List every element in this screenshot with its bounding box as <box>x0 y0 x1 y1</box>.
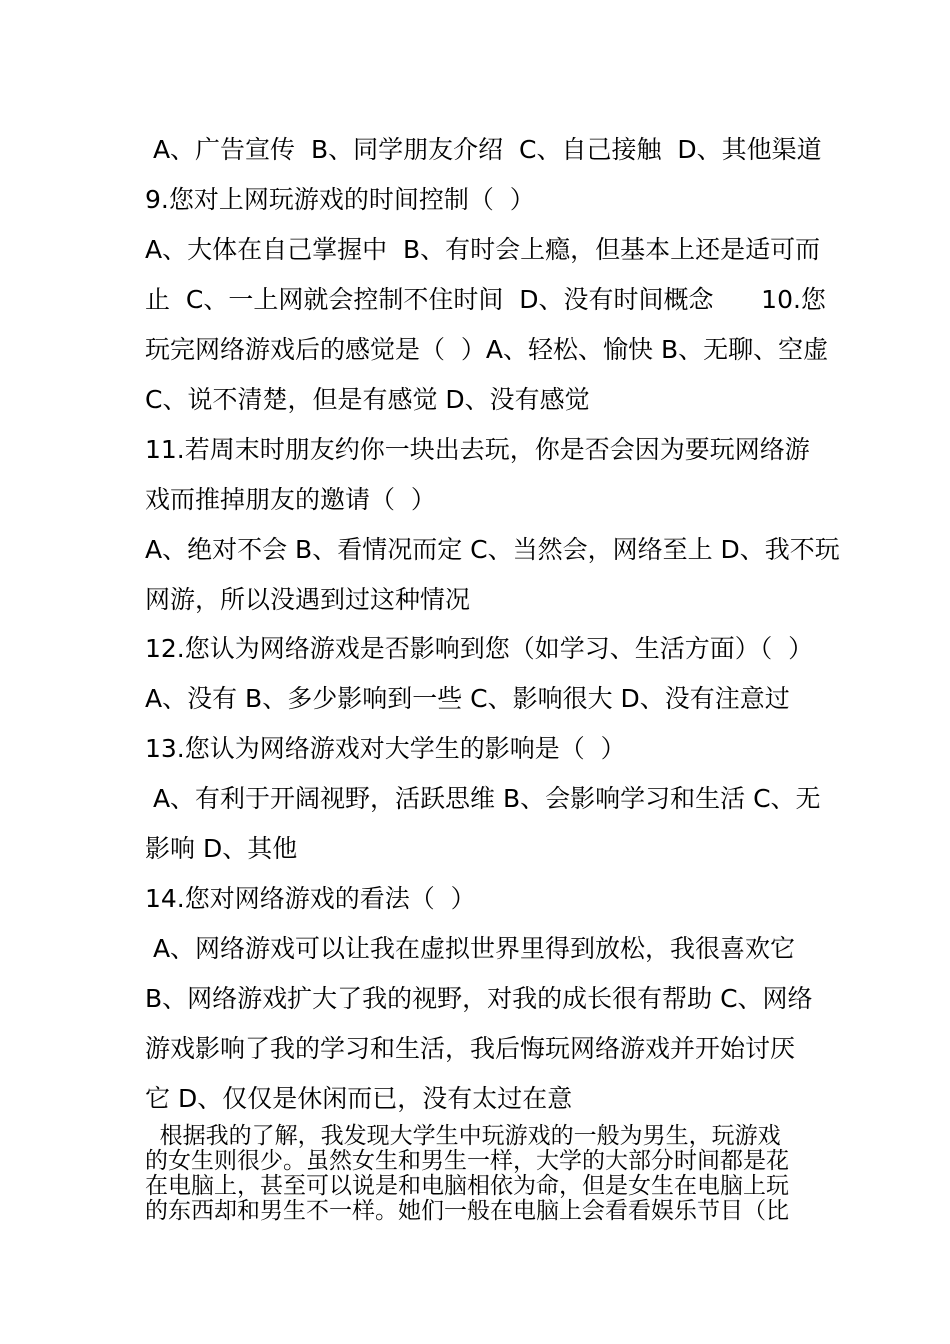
paragraph-line: 根据我的了解，我发现大学生中玩游戏的一般为男生，玩游戏 <box>145 1123 781 1149</box>
question-14: 14.您对网络游戏的看法（ ） <box>145 884 476 913</box>
question-9: 9.您对上网玩游戏的时间控制（ ） <box>145 185 535 214</box>
text-line: 止 C、一上网就会控制不住时间 D、没有时间概念 10.您 <box>145 285 826 314</box>
question-12: 12.您认为网络游戏是否影响到您（如学习、生活方面）（ ） <box>145 634 814 663</box>
text-line: A、网络游戏可以让我在虚拟世界里得到放松，我很喜欢它 <box>145 934 796 963</box>
paragraph-line: 在电脑上，甚至可以说是和电脑相依为命，但是女生在电脑上玩 <box>145 1173 789 1199</box>
text-line: A、大体在自己掌握中 B、有时会上瘾，但基本上还是适可而 <box>145 235 821 264</box>
text-line: 游戏影响了我的学习和生活，我后悔玩网络游戏并开始讨厌 <box>145 1034 796 1063</box>
text-line: A、绝对不会 B、看情况而定 C、当然会，网络至上 D、我不玩 <box>145 535 840 564</box>
question-11: 11.若周末时朋友约你一块出去玩，你是否会因为要玩网络游 <box>145 435 810 464</box>
question-13: 13.您认为网络游戏对大学生的影响是（ ） <box>145 734 626 763</box>
text-line: 玩完网络游戏后的感觉是（ ）A、轻松、愉快 B、无聊、空虚 <box>145 335 829 364</box>
text-line: A、有利于开阔视野，活跃思维 B、会影响学习和生活 C、无 <box>145 784 821 813</box>
text-line: C、说不清楚，但是有感觉 D、没有感觉 <box>145 385 590 414</box>
paragraph-line: 的东西却和男生不一样。她们一般在电脑上会看看娱乐节目（比 <box>145 1198 789 1224</box>
text-line: 它 D、仅仅是休闲而已，没有太过在意 <box>145 1084 573 1113</box>
text-line: 戏而推掉朋友的邀请（ ） <box>145 485 436 514</box>
text-line: A、广告宣传 B、同学朋友介绍 C、自己接触 D、其他渠道 <box>145 135 822 164</box>
text-line: 网游，所以没遇到过这种情况 <box>145 585 471 614</box>
text-line: B、网络游戏扩大了我的视野，对我的成长很有帮助 C、网络 <box>145 984 813 1013</box>
text-line: A、没有 B、多少影响到一些 C、影响很大 D、没有注意过 <box>145 684 790 713</box>
paragraph-line: 的女生则很少。虽然女生和男生一样，大学的大部分时间都是花 <box>145 1148 789 1174</box>
text-line: 影响 D、其他 <box>145 834 298 863</box>
